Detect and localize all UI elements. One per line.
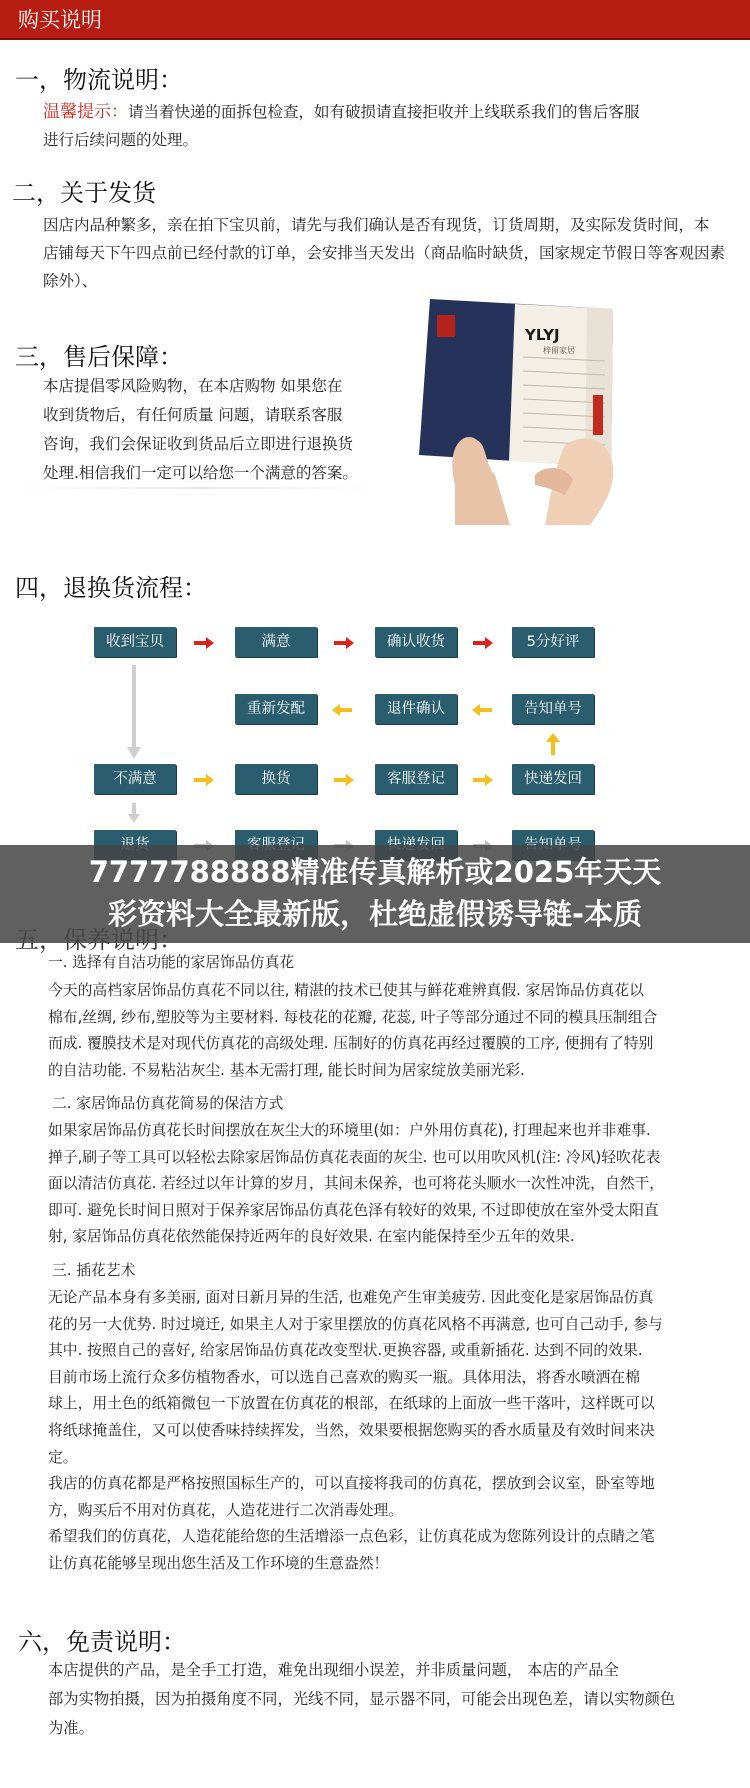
care-p3-line: 其中. 按照自己的喜好, 给家居饰品仿真花改变型状.更换容器, 或重新插花. 达到不同的效果. <box>48 1342 643 1360</box>
aftersale-title: 三，售后保障： <box>15 343 183 371</box>
care-p1-line: 的自洁功能. 不易粘沾灰尘. 基本无需打理, 能长时间为居家绽放美丽光彩. <box>48 1061 525 1079</box>
flow-five-star: 5分好评 <box>512 627 594 657</box>
care-p2-line: 射, 家居饰品仿真花依然能保持近两年的良好效果. 在室内能保持至少五年的效果. <box>48 1228 575 1246</box>
flow-exchange: 换货 <box>235 764 317 794</box>
care-p2-line: 如果家居饰品仿真花长时间摆放在灰尘大的环境里(如：户外用仿真花), 打理起来也并非难事. <box>48 1122 651 1139</box>
overlay-banner <box>0 845 750 943</box>
aftersale-line4: 处理.相信我们一定可以给您一个满意的答案。 <box>43 464 358 482</box>
care-p3-line: 花的另一大优势. 时过境迁, 如果主人对于家里摆放的仿真花风格不再满意, 也可自己动手, 参与 <box>48 1315 663 1333</box>
flow-notify-number: 告知单号 <box>512 694 594 724</box>
arrow-down-icon <box>128 803 140 825</box>
arrow-right-icon <box>334 637 354 649</box>
tip-line1: 请当着快递的面拆包检查，如有破损请直接拒收并上线联系我们的售后客服 <box>128 103 640 121</box>
flow-unsatisfied: 不满意 <box>94 764 176 794</box>
card-brand: YLYJ <box>525 326 560 344</box>
flow-reship: 重新发配 <box>235 694 317 724</box>
shipping-text <box>43 211 725 295</box>
care-p1-line: 今天的高档家居饰品仿真花不同以往, 精湛的技术已使其与鲜花难辨真假. 家居饰品仿真花以 <box>48 982 644 999</box>
care-p3-line: 将纸球掩盖住，又可以使香味持续挥发，当然，效果要根据您购买的香水质量及有效时间来决 <box>48 1421 655 1439</box>
care-paragraph-2 <box>48 1118 664 1251</box>
aftersale-line3: 咨询，我们会保证收到货品后立即进行退换货 <box>43 435 354 453</box>
flow-confirm-receipt: 确认收货 <box>375 627 457 657</box>
tip-line2: 进行后续问题的处理。 <box>43 131 199 149</box>
header-title: 购买说明 <box>18 8 102 32</box>
logistics-tip <box>43 98 640 154</box>
care-p1-line: 棉布,丝绸, 纱布,塑胶等为主要材料. 每枝花的花瓣, 花蕊, 叶子等部分通过不同的模具压制组合 <box>48 1008 658 1026</box>
care-p2-line: 掸子,刷子等工具可以轻松去除家居饰品仿真花表面的灰尘. 也可以用吹风机(注: 冷风)轻吹花表 <box>48 1148 661 1166</box>
care-p1-line: 而成. 覆膜技术是对现代仿真花的高级处理. 压制好的仿真花再经过覆膜的工序, 便拥有了特别 <box>48 1035 654 1053</box>
flow-refund-confirm: 退件确认 <box>375 694 457 724</box>
care-p3-line: 定。 <box>48 1448 78 1466</box>
arrow-up-icon <box>546 733 560 755</box>
arrow-right-icon <box>334 774 354 786</box>
care-p3-line: 希望我们的仿真花，人造花能给您的生活增添一点色彩，让仿真花成为您陈列设计的点睛之笔 <box>48 1528 655 1546</box>
care-p3-line: 目前市场上流行众多仿植物香水，可以选自己喜欢的购买一瓶。具体用法，将香水喷洒在棉 <box>48 1368 640 1386</box>
tip-label: 温馨提示： <box>43 102 128 122</box>
arrow-right-icon <box>473 637 493 649</box>
card-subtitle: 梓留家居 <box>543 346 575 355</box>
care-p3-line: 我店的仿真花都是严格按照国标生产的，可以直接将我司的仿真花，摆放到会议室，卧室等地 <box>48 1475 655 1493</box>
disclaimer-line: 部为实物拍摄，因为拍摄角度不同，光线不同，显示器不同，可能会出现色差，请以实物颜色 <box>48 1690 676 1708</box>
care-paragraph-1 <box>48 978 657 1084</box>
care-paragraph-3 <box>48 1285 663 1578</box>
flow-receive: 收到宝贝 <box>94 627 176 657</box>
care-heading-1: 一. 选择有自洁功能的家居饰品仿真花 <box>48 954 295 971</box>
disclaimer-line: 为准。 <box>48 1719 94 1737</box>
arrow-right-icon <box>473 774 493 786</box>
shipping-line1: 因店内品种繁多，亲在拍下宝贝前，请先与我们确认是否有现货，订货周期，及实际发货时间，本 <box>43 216 710 234</box>
disclaimer-text <box>48 1656 675 1743</box>
arrow-down-icon <box>127 665 141 760</box>
aftersale-text <box>43 372 358 488</box>
overlay-line2: 彩资料大全最新版，杜绝虚假诱导链-本质 <box>107 897 643 931</box>
shipping-line2: 店铺每天下午四点前已经付款的订单，会安排当天发出（商品临时缺货，国家规定节假日等客观因素 <box>43 244 726 262</box>
care-p2-line: 面以清洁仿真花. 若经过以年计算的岁月，其间未保养，也可将花头顺水一次性冲洗，自然干， <box>48 1175 665 1193</box>
logistics-title: 一，物流说明： <box>15 66 183 94</box>
header-divider <box>0 38 750 40</box>
care-p3-line: 让仿真花能够呈现出您生活及工作环境的生意盎然！ <box>48 1554 389 1572</box>
disclaimer-title: 六，免责说明： <box>18 1628 186 1656</box>
overlay-line1: 7777788888精准传真解析或2025年天天 <box>88 855 662 889</box>
warranty-card-photo <box>415 295 645 525</box>
arrow-right-icon <box>194 637 214 649</box>
care-p2-line: 即可. 避免长时间日照对于保养家居饰品仿真花色泽有较好的效果, 不过即使放在室外受太阳直 <box>48 1201 659 1219</box>
flow-satisfied: 满意 <box>235 627 317 657</box>
arrow-left-icon <box>332 704 352 716</box>
shipping-title: 二，关于发货 <box>12 179 156 207</box>
flow-express-return: 快递发回 <box>512 764 594 794</box>
care-p3-line: 无论产品本身有多美丽, 面对日新月异的生活, 也难免产生审美疲劳. 因此变化是家居饰品仿真 <box>48 1289 654 1306</box>
returns-title: 四，退换货流程： <box>15 574 207 602</box>
disclaimer-line: 本店提供的产品，是全手工打造，难免出现细小误差，并非质量问题， 本店的产品全 <box>48 1661 619 1679</box>
arrow-right-icon <box>194 774 214 786</box>
care-p3-line: 方，购买后不用对仿真花，人造花进行二次消毒处理。 <box>48 1501 404 1519</box>
care-heading-2: 二. 家居饰品仿真花简易的保洁方式 <box>52 1095 284 1112</box>
aftersale-line1: 本店提倡零风险购物，在本店购物 如果您在 <box>43 377 343 395</box>
shipping-line3: 除外）、 <box>43 272 98 290</box>
aftersale-divider <box>15 487 380 489</box>
flow-cs-register: 客服登记 <box>375 764 457 794</box>
header-bar <box>0 0 750 38</box>
care-p3-line: 球上，用土色的纸箱微包一下放置在仿真花的根部，在纸球的上面放一些干落叶，这样既可以 <box>48 1395 655 1413</box>
aftersale-line2: 收到货物后，有任何质量 问题，请联系客服 <box>43 406 343 424</box>
care-heading-3: 三. 插花艺术 <box>52 1262 136 1279</box>
arrow-left-icon <box>472 704 492 716</box>
